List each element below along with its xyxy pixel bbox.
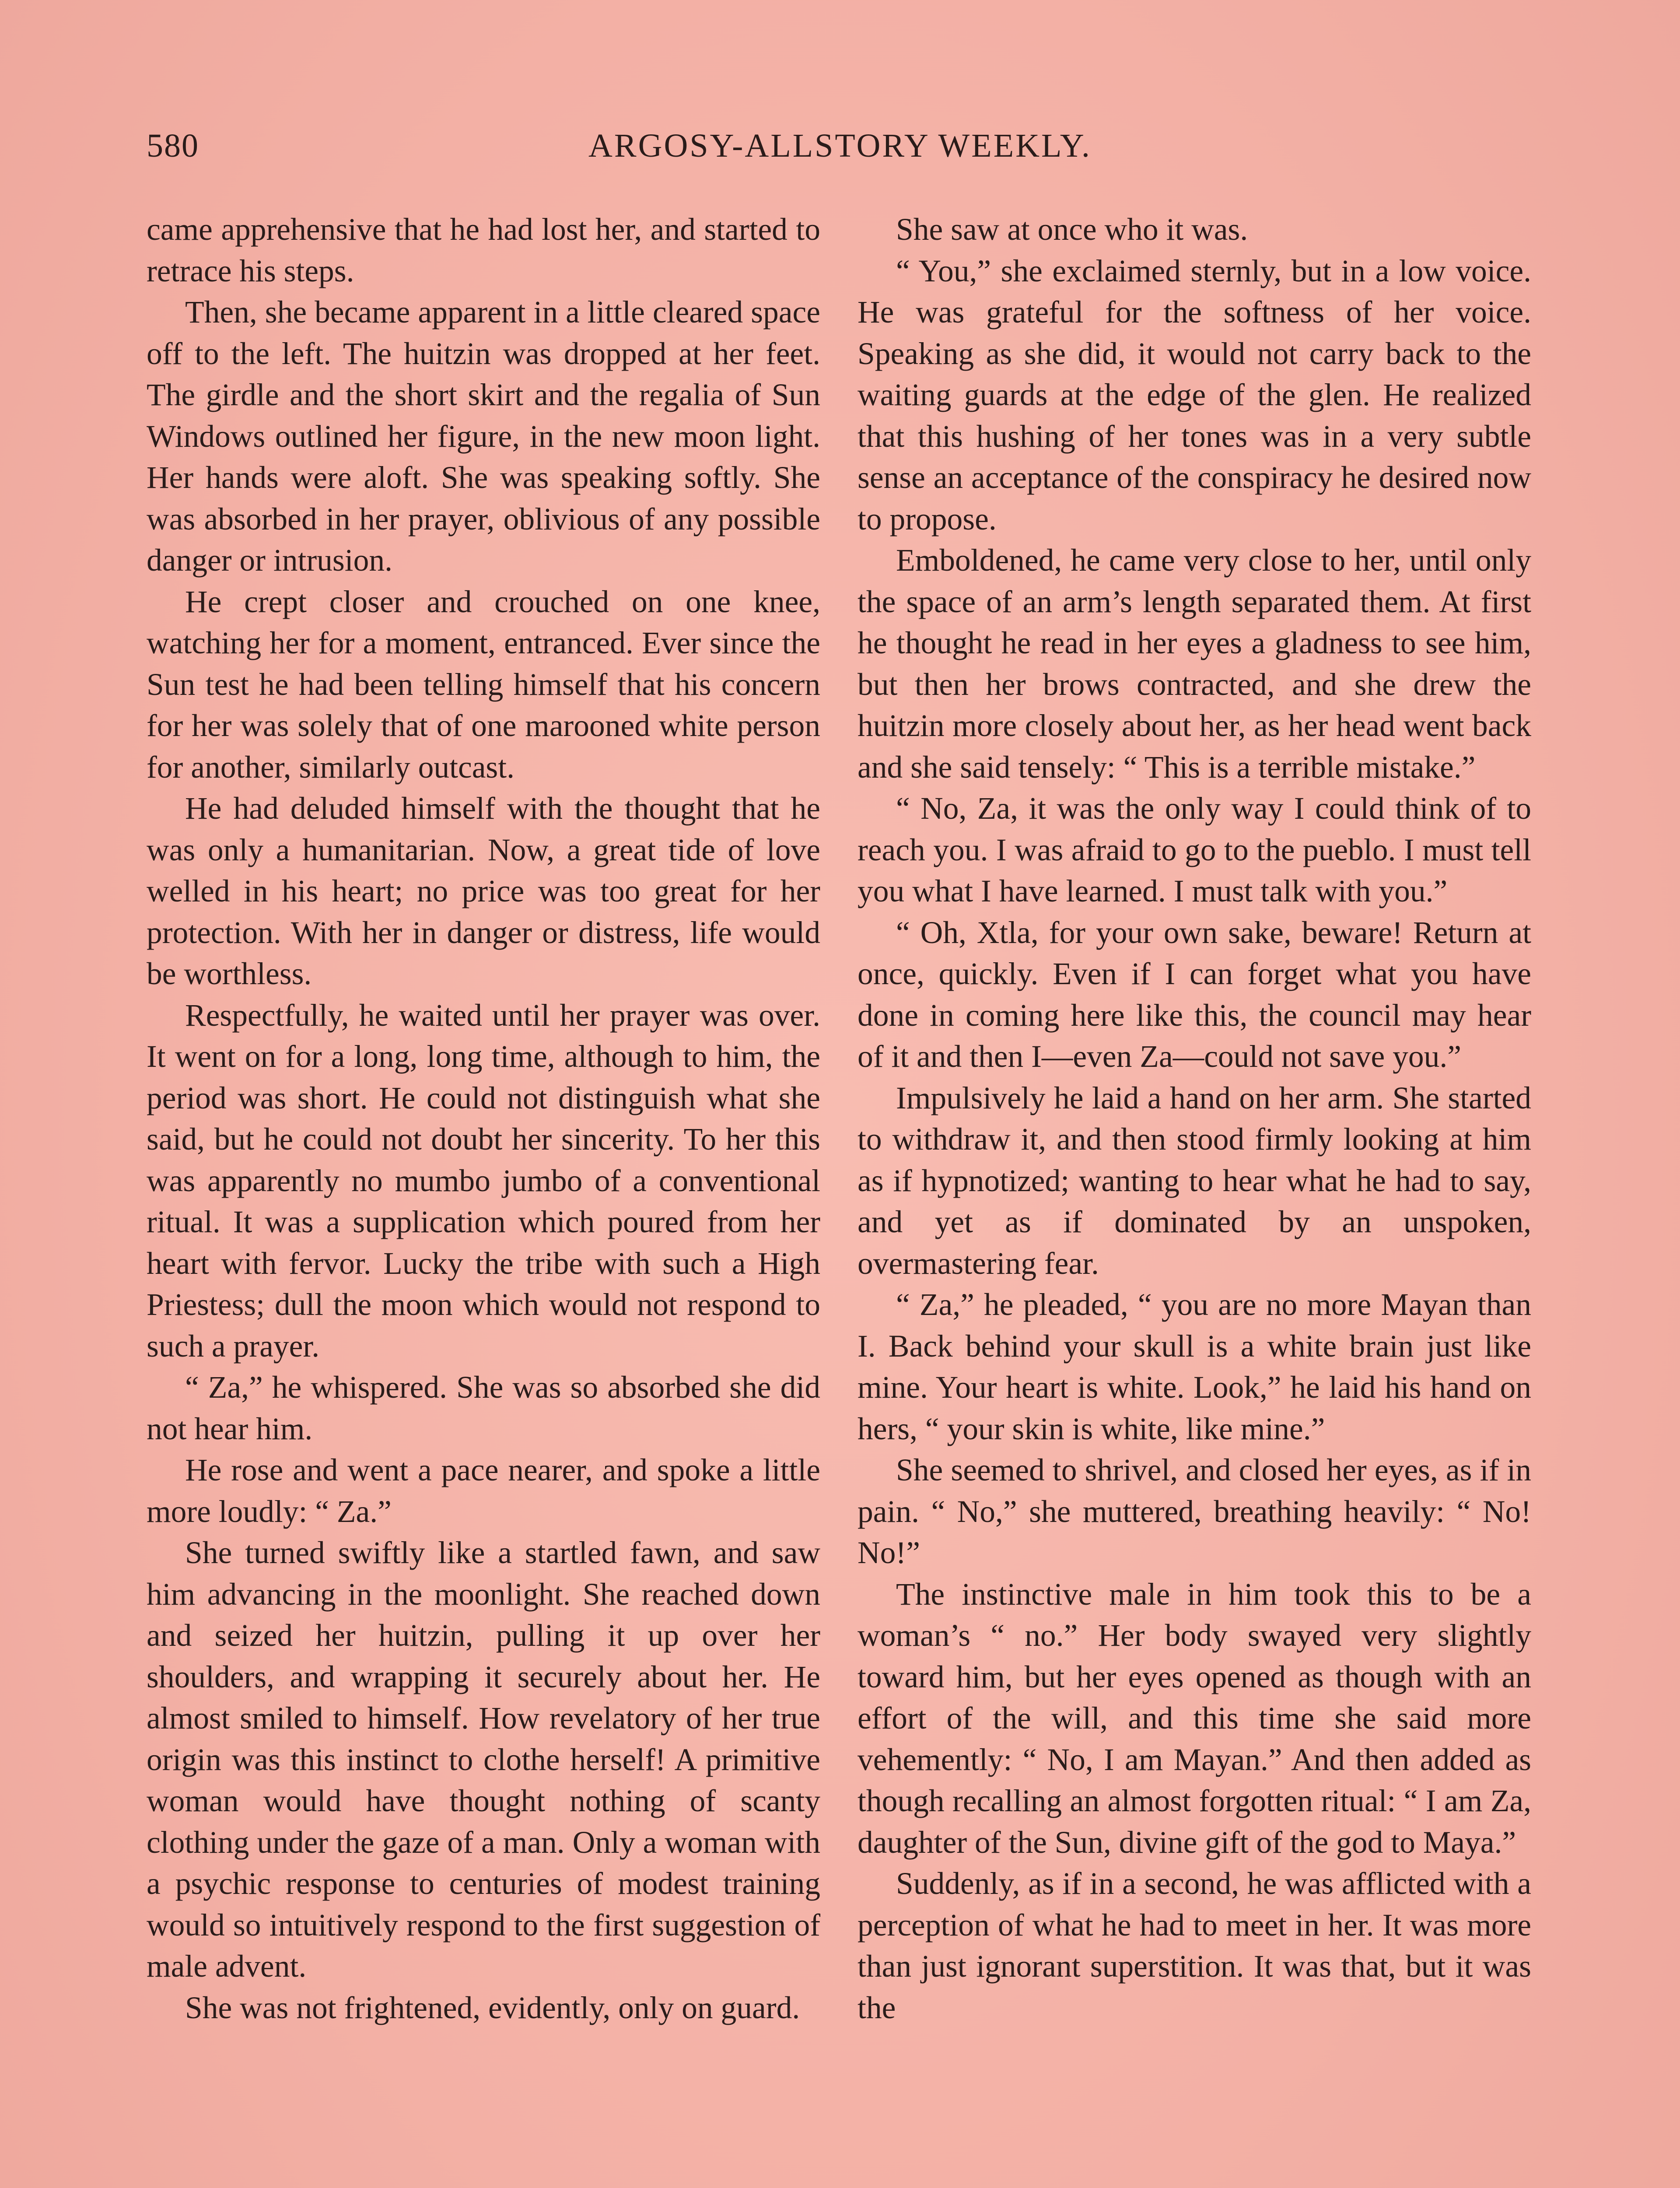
paragraph: “ You,” she exclaimed sternly, but in a low voice. He was grateful for the softness of her voice. Speaking as she did, it would not carry back to the waiting guards at the edge of the glen. He realized that this hushing of her tones was in a very subtle sense an acceptance of the conspiracy he desired now to propose. [858, 253, 1531, 536]
text-column-right [858, 209, 1531, 2029]
paragraph: She seemed to shrivel, and closed her eyes, as if in pain. “ No,” she muttered, breathing heavily: “ No! No!” [858, 1453, 1531, 1570]
paragraph: She was not frightened, evidently, only on guard. [185, 1990, 800, 2025]
paragraph: “ Oh, Xtla, for your own sake, beware! Return at once, quickly. Even if I can forget what you have done in coming here like this, the council may hear of it and then I—even Za—could not save you.” [858, 915, 1531, 1074]
paragraph: Suddenly, as if in a second, he was afflicted with a perception of what he had to meet in her. It was more than just ignorant superstition. It was that, but it was the [858, 1866, 1531, 2025]
paragraph: She turned swiftly like a startled fawn, and saw him advancing in the moonlight. She reached down and seized her huitzin, pulling it up over her shoulders, and wrapping it securely about her. He almost smiled to himself. How revelatory of her true origin was this instinct to clothe herself! A primitive woman would have thought nothing of scanty clothing under the gaze of a man. Only a woman with a psychic response to centuries of modest training would so intuitively respond to the first suggestion of male advent. [147, 1536, 820, 1984]
paragraph: She saw at once who it was. [896, 212, 1248, 247]
text-column-left [147, 209, 820, 2029]
paragraph: “ No, Za, it was the only way I could think of to reach you. I was afraid to go to the pueblo. I must tell you what I have learned. I must talk with you.” [858, 791, 1531, 908]
paragraph: “ Za,” he pleaded, “ you are no more Mayan than I. Back behind your skull is a white brain just like mine. Your heart is white. Look,” he laid his hand on hers, “ your skin is white, like mine.” [858, 1287, 1531, 1446]
paragraph: The instinctive male in him took this to be a woman’s “ no.” Her body swayed very slightly toward him, but her eyes opened as though with an effort of the will, and this time she said more vehemently: “ No, I am Mayan.” And then added as though recalling an almost forgotten ritual: “ I am Za, daughter of the Sun, divine gift of the god to Maya.” [858, 1577, 1531, 1860]
paragraph: Impulsively he laid a hand on her arm. She started to withdraw it, and then stood firmly looking at him as if hypnotized; wanting to hear what he had to say, and yet as if dominated by an unspoken, overmastering fear. [858, 1080, 1531, 1281]
paragraph: came apprehensive that he had lost her, and started to retrace his steps. [147, 212, 820, 288]
paragraph: “ Za,” he whispered. She was so absorbed she did not hear him. [147, 1370, 820, 1446]
page-header [147, 127, 1533, 175]
running-title: ARGOSY-ALLSTORY WEEKLY. [588, 127, 1092, 164]
paragraph: He crept closer and crouched on one knee, watching her for a moment, entranced. Ever since the Sun test he had been telling himself that his concern for her was solely that of one marooned white person for another, similarly outcast. [147, 584, 820, 785]
page-number: 580 [147, 127, 199, 164]
paragraph: Then, she became apparent in a little cleared space off to the left. The huitzin was dropped at her feet. The girdle and the short skirt and the regalia of Sun Windows outlined her figure, in the new moon light. Her hands were aloft. She was speaking softly. She was absorbed in her prayer, oblivious of any possible danger or intrusion. [147, 295, 820, 578]
paragraph: Emboldened, he came very close to her, until only the space of an arm’s length separated them. At first he thought he read in her eyes a gladness to see him, but then her brows contracted, and she drew the huitzin more closely about her, as her head went back and she said tensely: “ This is a terrible mistake.” [858, 543, 1531, 785]
paragraph: He had deluded himself with the thought that he was only a humanitarian. Now, a great tide of love welled in his heart; no price was too great for her protection. With her in danger or distress, life would be worthless. [147, 791, 820, 991]
paragraph: Respectfully, he waited until her prayer was over. It went on for a long, long time, although to him, the period was short. He could not distinguish what she said, but he could not doubt her sincerity. To her this was apparently no mumbo jumbo of a conventional ritual. It was a supplication which poured from her heart with fervor. Lucky the tribe with such a High Priestess; dull the moon which would not respond to such a prayer. [147, 998, 820, 1364]
paragraph: He rose and went a pace nearer, and spoke a little more loudly: “ Za.” [147, 1453, 820, 1529]
